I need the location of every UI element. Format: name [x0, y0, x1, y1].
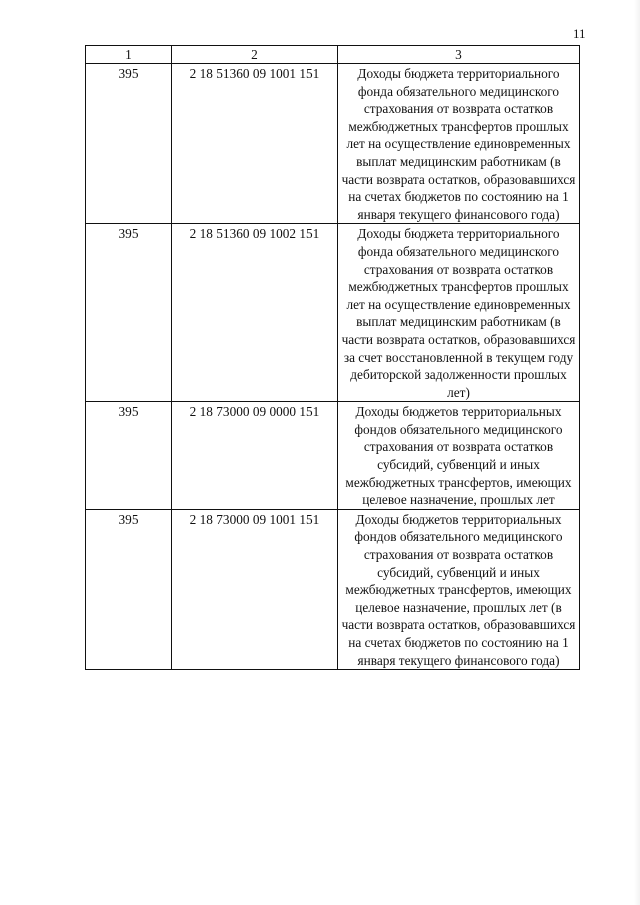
table-header-row [86, 46, 580, 64]
revenue-name-cell: Доходы бюджета территориального фонда обязательного медицинского страхования от возврата остатков межбюджетных трансфертов прошлых лет на осуществление единовременных выплат медицинским работникам (в части возврата остатков, образовавшихся за счет восстановленной в текущем году дебиторской задолженности прошлых лет) [338, 224, 580, 402]
admin-code-cell: 395 [86, 224, 172, 402]
admin-code-cell: 395 [86, 64, 172, 224]
revenue-code-cell: 2 18 51360 09 1002 151 [172, 224, 338, 402]
page-number: 11 [573, 26, 586, 41]
revenue-code-cell: 2 18 73000 09 1001 151 [172, 509, 338, 669]
revenue-name-cell: Доходы бюджета территориального фонда обязательного медицинского страхования от возврата остатков межбюджетных трансфертов прошлых лет на осуществление единовременных выплат медицинским работникам (в части возврата остатков, образовавшихся на счетах бюджетов по состоянию на 1 января текущего финансового года) [338, 64, 580, 224]
revenue-code-cell: 2 18 51360 09 1001 151 [172, 64, 338, 224]
admin-code-cell: 395 [86, 509, 172, 669]
revenue-name-cell: Доходы бюджетов территориальных фондов обязательного медицинского страхования от возврата остатков субсидий, субвенций и иных межбюджетных трансфертов, имеющих целевое назначение, прошлых лет (в части возврата остатков, образовавшихся на счетах бюджетов по состоянию на 1 января текущего финансового года) [338, 509, 580, 669]
revenue-name-cell: Доходы бюджетов территориальных фондов обязательного медицинского страхования от возврата остатков субсидий, субвенций и иных межбюджетных трансфертов, имеющих целевое назначение, прошлых лет [338, 402, 580, 510]
column-header-3: 3 [338, 46, 580, 64]
scan-edge [634, 0, 640, 905]
table-row [86, 64, 580, 224]
column-header-2: 2 [172, 46, 338, 64]
revenue-codes-table [85, 45, 580, 670]
table-row [86, 224, 580, 402]
column-header-1: 1 [86, 46, 172, 64]
table-row [86, 402, 580, 510]
admin-code-cell: 395 [86, 402, 172, 510]
revenue-code-cell: 2 18 73000 09 0000 151 [172, 402, 338, 510]
table-row [86, 509, 580, 669]
